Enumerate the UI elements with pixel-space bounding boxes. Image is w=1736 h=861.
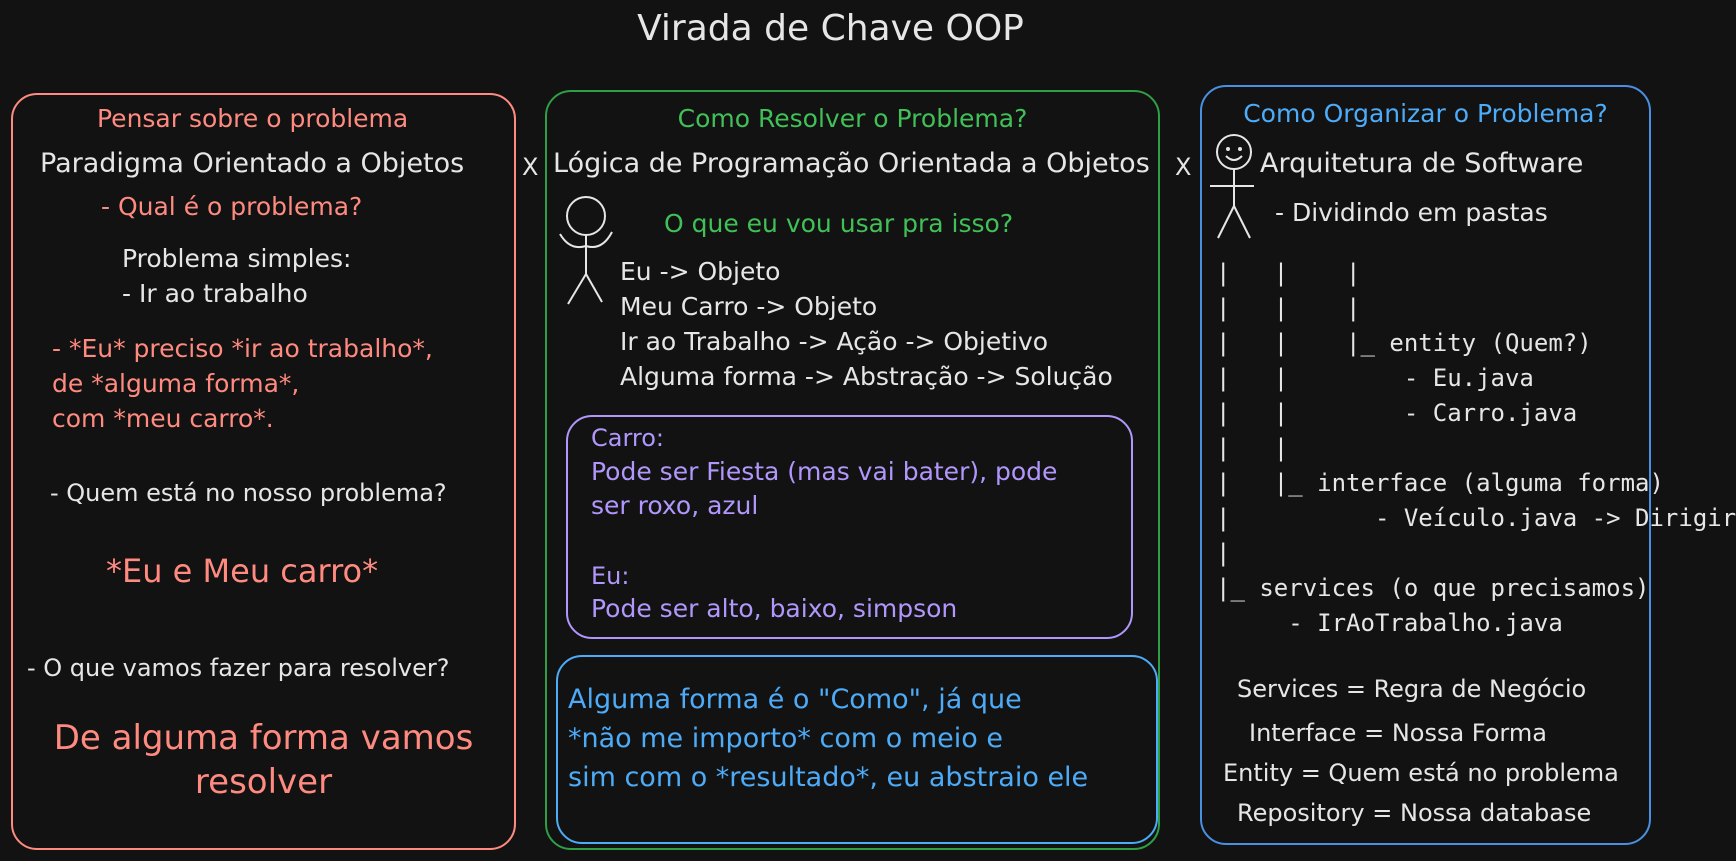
eu-text: Pode ser alto, baixo, simpson <box>591 594 958 623</box>
left-statement-line-3: com *meu carro*. <box>52 404 274 433</box>
folder-tree-line: | | |_ entity (Quem?) <box>1216 329 1592 357</box>
left-answer-2: *Eu e Meu carro* <box>106 552 379 590</box>
folder-tree-line: | | | <box>1216 259 1361 287</box>
note-line-1: Alguma forma é o "Como", já que <box>568 684 1022 715</box>
middle-heading: Como Resolver o Problema? <box>677 104 1028 133</box>
left-subheading: Paradigma Orientado a Objetos <box>40 148 465 179</box>
note-line-3: sim com o *resultado*, eu abstraio ele <box>568 762 1089 793</box>
right-sub: - Dividindo em pastas <box>1275 198 1548 227</box>
left-question-2: - Quem está no nosso problema? <box>50 479 447 507</box>
page-title: Virada de Chave OOP <box>637 8 1024 49</box>
note-line-2: *não me importo* com o meio e <box>568 723 1003 754</box>
folder-tree-line: | | <box>1216 434 1289 462</box>
left-answer-3-line-2: resolver <box>194 762 333 802</box>
separator-x-left: X <box>522 153 539 181</box>
folder-tree-line: | <box>1216 539 1231 567</box>
left-heading: Pensar sobre o problema <box>97 104 409 133</box>
folder-tree-line: | | | <box>1216 294 1361 322</box>
middle-question: O que eu vou usar pra isso? <box>664 209 1014 238</box>
mapping-row: Alguma forma -> Abstração -> Solução <box>620 362 1113 391</box>
left-simple-item: - Ir ao trabalho <box>122 279 308 308</box>
folder-tree-line: |_ services (o que precisamos) <box>1216 574 1650 602</box>
left-question-3: - O que vamos fazer para resolver? <box>27 654 450 682</box>
left-simple-label: Problema simples: <box>122 244 352 273</box>
folder-tree-line: | | - Carro.java <box>1216 399 1578 427</box>
separator-x-right: X <box>1175 153 1192 181</box>
left-question-1: - Qual é o problema? <box>101 192 363 221</box>
legend-entity: Entity = Quem está no problema <box>1223 759 1619 787</box>
folder-tree-line: | | - Eu.java <box>1216 364 1534 392</box>
mapping-row: Meu Carro -> Objeto <box>620 292 878 321</box>
left-statement-line-2: de *alguma forma*, <box>52 369 300 398</box>
left-answer-3-line-1: De alguma forma vamos <box>53 718 474 758</box>
left-statement-line-1: - *Eu* preciso *ir ao trabalho*, <box>52 334 433 363</box>
mapping-row: Ir ao Trabalho -> Ação -> Objetivo <box>620 327 1049 356</box>
folder-tree-line: - IrAoTrabalho.java <box>1216 609 1563 637</box>
carro-label: Carro: <box>591 424 665 452</box>
folder-tree-line: | |_ interface (alguma forma) <box>1216 469 1664 497</box>
legend-repository: Repository = Nossa database <box>1237 799 1592 827</box>
right-heading: Como Organizar o Problema? <box>1243 99 1608 128</box>
middle-subheading: Lógica de Programação Orientada a Objetos <box>553 148 1150 179</box>
folder-tree-line: | - Veículo.java -> Dirigir <box>1216 504 1736 532</box>
carro-text-line-1: Pode ser Fiesta (mas vai bater), pode <box>591 457 1058 486</box>
eu-label: Eu: <box>591 562 630 590</box>
legend-services: Services = Regra de Negócio <box>1237 675 1587 703</box>
mapping-row: Eu -> Objeto <box>620 257 781 286</box>
right-subheading: Arquitetura de Software <box>1260 148 1584 179</box>
legend-interface: Interface = Nossa Forma <box>1249 719 1547 747</box>
carro-text-line-2: ser roxo, azul <box>591 491 759 520</box>
happy-stick-figure-icon <box>1206 134 1256 242</box>
stick-figure-icon <box>556 196 616 308</box>
